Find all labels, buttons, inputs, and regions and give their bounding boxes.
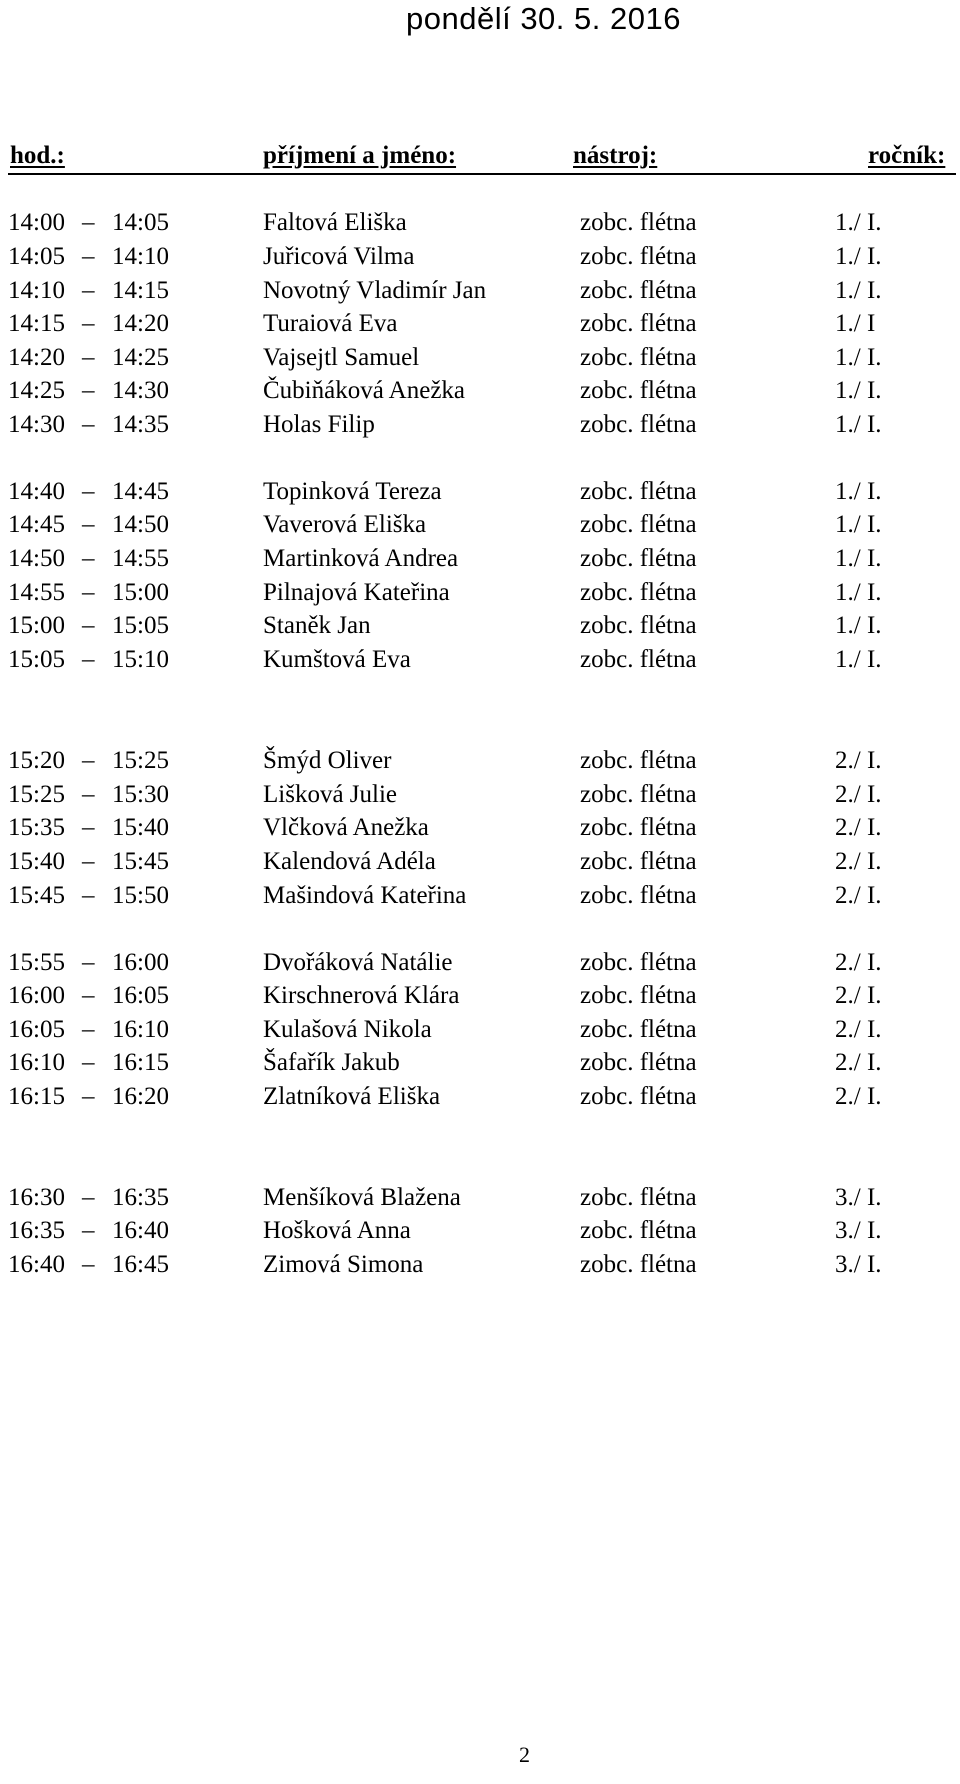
student-name: Topinková Tereza	[263, 478, 442, 505]
time-to: 16:05	[112, 982, 169, 1009]
student-name: Čubiňáková Anežka	[263, 377, 466, 404]
time-to: 16:35	[112, 1184, 169, 1211]
time-from: 14:15	[8, 310, 65, 337]
time-from: 16:05	[8, 1016, 65, 1043]
grade: 1./ I.	[835, 511, 882, 538]
time-dash: –	[82, 478, 95, 505]
schedule-row	[0, 1214, 960, 1247]
time-from: 15:45	[8, 882, 65, 909]
time-dash: –	[82, 882, 95, 909]
time-to: 16:00	[112, 949, 169, 976]
time-dash: –	[82, 1251, 95, 1278]
grade: 2./ I.	[835, 747, 882, 774]
header-name: příjmení a jméno:	[263, 142, 457, 169]
schedule-row	[0, 542, 960, 575]
time-dash: –	[82, 411, 95, 438]
student-name: Holas Filip	[263, 411, 375, 438]
instrument: zobc. flétna	[580, 277, 697, 304]
time-to: 16:15	[112, 1049, 169, 1076]
instrument: zobc. flétna	[580, 1016, 697, 1043]
time-dash: –	[82, 982, 95, 1009]
grade: 3./ I.	[835, 1184, 882, 1211]
grade: 1./ I.	[835, 209, 882, 236]
header-instrument: nástroj:	[573, 142, 658, 169]
time-dash: –	[82, 1217, 95, 1244]
student-name: Zlatníková Eliška	[263, 1083, 441, 1110]
time-to: 14:10	[112, 243, 169, 270]
time-from: 16:30	[8, 1184, 65, 1211]
time-dash: –	[82, 1049, 95, 1076]
schedule-row	[0, 811, 960, 844]
instrument: zobc. flétna	[580, 747, 697, 774]
schedule-row	[0, 1080, 960, 1113]
time-from: 16:35	[8, 1217, 65, 1244]
student-name: Mašindová Kateřina	[263, 882, 467, 909]
grade: 2./ I.	[835, 848, 882, 875]
grade: 2./ I.	[835, 1083, 882, 1110]
table-header	[8, 140, 956, 175]
schedule-row	[0, 946, 960, 979]
student-name: Šafařík Jakub	[263, 1049, 400, 1076]
schedule-row	[0, 475, 960, 508]
instrument: zobc. flétna	[580, 579, 697, 606]
time-dash: –	[82, 1184, 95, 1211]
time-to: 16:10	[112, 1016, 169, 1043]
page-title: pondělí 30. 5. 2016	[406, 1, 681, 36]
time-from: 14:00	[8, 209, 65, 236]
schedule-row	[0, 879, 960, 912]
instrument: zobc. flétna	[580, 1184, 697, 1211]
time-dash: –	[82, 646, 95, 673]
student-name: Kulašová Nikola	[263, 1016, 432, 1043]
time-to: 16:45	[112, 1251, 169, 1278]
grade: 1./ I.	[835, 243, 882, 270]
time-from: 15:00	[8, 612, 65, 639]
time-to: 15:45	[112, 848, 169, 875]
time-dash: –	[82, 1083, 95, 1110]
time-dash: –	[82, 209, 95, 236]
time-from: 14:10	[8, 277, 65, 304]
schedule-row	[0, 744, 960, 777]
time-dash: –	[82, 814, 95, 841]
instrument: zobc. flétna	[580, 377, 697, 404]
schedule-row	[0, 778, 960, 811]
time-from: 14:45	[8, 511, 65, 538]
time-dash: –	[82, 344, 95, 371]
instrument: zobc. flétna	[580, 882, 697, 909]
schedule-row	[0, 643, 960, 676]
instrument: zobc. flétna	[580, 411, 697, 438]
student-name: Hošková Anna	[263, 1217, 411, 1244]
time-from: 16:00	[8, 982, 65, 1009]
student-name: Faltová Eliška	[263, 209, 407, 236]
schedule-row	[0, 274, 960, 307]
student-name: Martinková Andrea	[263, 545, 459, 572]
time-dash: –	[82, 277, 95, 304]
grade: 1./ I.	[835, 411, 882, 438]
student-name: Novotný Vladimír Jan	[263, 277, 487, 304]
schedule-row	[0, 979, 960, 1012]
student-name: Vlčková Anežka	[263, 814, 429, 841]
student-name: Pilnajová Kateřina	[263, 579, 450, 606]
instrument: zobc. flétna	[580, 949, 697, 976]
time-from: 14:05	[8, 243, 65, 270]
schedule-row	[0, 206, 960, 239]
time-dash: –	[82, 377, 95, 404]
time-from: 14:50	[8, 545, 65, 572]
instrument: zobc. flétna	[580, 1217, 697, 1244]
student-name: Staněk Jan	[263, 612, 371, 639]
time-dash: –	[82, 545, 95, 572]
schedule-row	[0, 374, 960, 407]
instrument: zobc. flétna	[580, 511, 697, 538]
grade: 1./ I.	[835, 277, 882, 304]
time-to: 15:40	[112, 814, 169, 841]
instrument: zobc. flétna	[580, 1049, 697, 1076]
time-to: 14:50	[112, 511, 169, 538]
student-name: Vajsejtl Samuel	[263, 344, 420, 371]
schedule-row	[0, 1046, 960, 1079]
time-to: 14:25	[112, 344, 169, 371]
time-to: 15:05	[112, 612, 169, 639]
student-name: Menšíková Blažena	[263, 1184, 461, 1211]
schedule-row	[0, 1248, 960, 1281]
time-dash: –	[82, 579, 95, 606]
header-time: hod.:	[10, 142, 65, 169]
schedule-row	[0, 1181, 960, 1214]
grade: 1./ I.	[835, 545, 882, 572]
schedule-row	[0, 576, 960, 609]
grade: 2./ I.	[835, 781, 882, 808]
time-from: 14:55	[8, 579, 65, 606]
time-to: 14:55	[112, 545, 169, 572]
time-from: 15:35	[8, 814, 65, 841]
instrument: zobc. flétna	[580, 1083, 697, 1110]
student-name: Vaverová Eliška	[263, 511, 427, 538]
time-from: 14:40	[8, 478, 65, 505]
time-to: 14:30	[112, 377, 169, 404]
student-name: Kumštová Eva	[263, 646, 411, 673]
grade: 3./ I.	[835, 1251, 882, 1278]
schedule-row	[0, 508, 960, 541]
grade: 1./ I.	[835, 344, 882, 371]
time-dash: –	[82, 243, 95, 270]
grade: 2./ I.	[835, 1049, 882, 1076]
student-name: Šmýd Oliver	[263, 747, 392, 774]
time-to: 14:20	[112, 310, 169, 337]
grade: 2./ I.	[835, 1016, 882, 1043]
time-dash: –	[82, 781, 95, 808]
time-from: 14:20	[8, 344, 65, 371]
time-to: 16:40	[112, 1217, 169, 1244]
time-to: 15:50	[112, 882, 169, 909]
time-to: 15:25	[112, 747, 169, 774]
instrument: zobc. flétna	[580, 1251, 697, 1278]
instrument: zobc. flétna	[580, 344, 697, 371]
time-dash: –	[82, 1016, 95, 1043]
student-name: Turaiová Eva	[263, 310, 398, 337]
instrument: zobc. flétna	[580, 814, 697, 841]
schedule-row	[0, 307, 960, 340]
time-dash: –	[82, 310, 95, 337]
time-from: 15:20	[8, 747, 65, 774]
time-from: 14:25	[8, 377, 65, 404]
grade: 2./ I.	[835, 982, 882, 1009]
time-from: 15:40	[8, 848, 65, 875]
time-dash: –	[82, 511, 95, 538]
instrument: zobc. flétna	[580, 545, 697, 572]
grade: 1./ I.	[835, 377, 882, 404]
schedule-row	[0, 341, 960, 374]
schedule-row	[0, 240, 960, 273]
instrument: zobc. flétna	[580, 209, 697, 236]
grade: 1./ I.	[835, 478, 882, 505]
grade: 1./ I.	[835, 612, 882, 639]
student-name: Lišková Julie	[263, 781, 398, 808]
instrument: zobc. flétna	[580, 243, 697, 270]
time-from: 16:15	[8, 1083, 65, 1110]
page-number: 2	[519, 1742, 530, 1767]
grade: 3./ I.	[835, 1217, 882, 1244]
time-to: 14:35	[112, 411, 169, 438]
schedule-row	[0, 609, 960, 642]
time-from: 16:10	[8, 1049, 65, 1076]
time-to: 15:30	[112, 781, 169, 808]
grade: 2./ I.	[835, 814, 882, 841]
time-dash: –	[82, 949, 95, 976]
schedule-row	[0, 408, 960, 441]
time-to: 15:00	[112, 579, 169, 606]
student-name: Kalendová Adéla	[263, 848, 436, 875]
time-to: 14:15	[112, 277, 169, 304]
time-from: 15:05	[8, 646, 65, 673]
schedule-row	[0, 845, 960, 878]
time-from: 15:55	[8, 949, 65, 976]
grade: 1./ I.	[835, 646, 882, 673]
time-from: 15:25	[8, 781, 65, 808]
time-dash: –	[82, 747, 95, 774]
instrument: zobc. flétna	[580, 781, 697, 808]
grade: 2./ I.	[835, 949, 882, 976]
instrument: zobc. flétna	[580, 982, 697, 1009]
header-grade: ročník:	[868, 142, 946, 169]
time-to: 14:45	[112, 478, 169, 505]
student-name: Dvořáková Natálie	[263, 949, 453, 976]
instrument: zobc. flétna	[580, 612, 697, 639]
grade: 2./ I.	[835, 882, 882, 909]
time-to: 16:20	[112, 1083, 169, 1110]
student-name: Kirschnerová Klára	[263, 982, 460, 1009]
time-from: 14:30	[8, 411, 65, 438]
time-to: 15:10	[112, 646, 169, 673]
student-name: Juřicová Vilma	[263, 243, 415, 270]
time-from: 16:40	[8, 1251, 65, 1278]
time-dash: –	[82, 612, 95, 639]
instrument: zobc. flétna	[580, 478, 697, 505]
grade: 1./ I	[835, 310, 876, 337]
student-name: Zimová Simona	[263, 1251, 424, 1278]
instrument: zobc. flétna	[580, 310, 697, 337]
time-to: 14:05	[112, 209, 169, 236]
instrument: zobc. flétna	[580, 848, 697, 875]
schedule-row	[0, 1013, 960, 1046]
time-dash: –	[82, 848, 95, 875]
grade: 1./ I.	[835, 579, 882, 606]
instrument: zobc. flétna	[580, 646, 697, 673]
